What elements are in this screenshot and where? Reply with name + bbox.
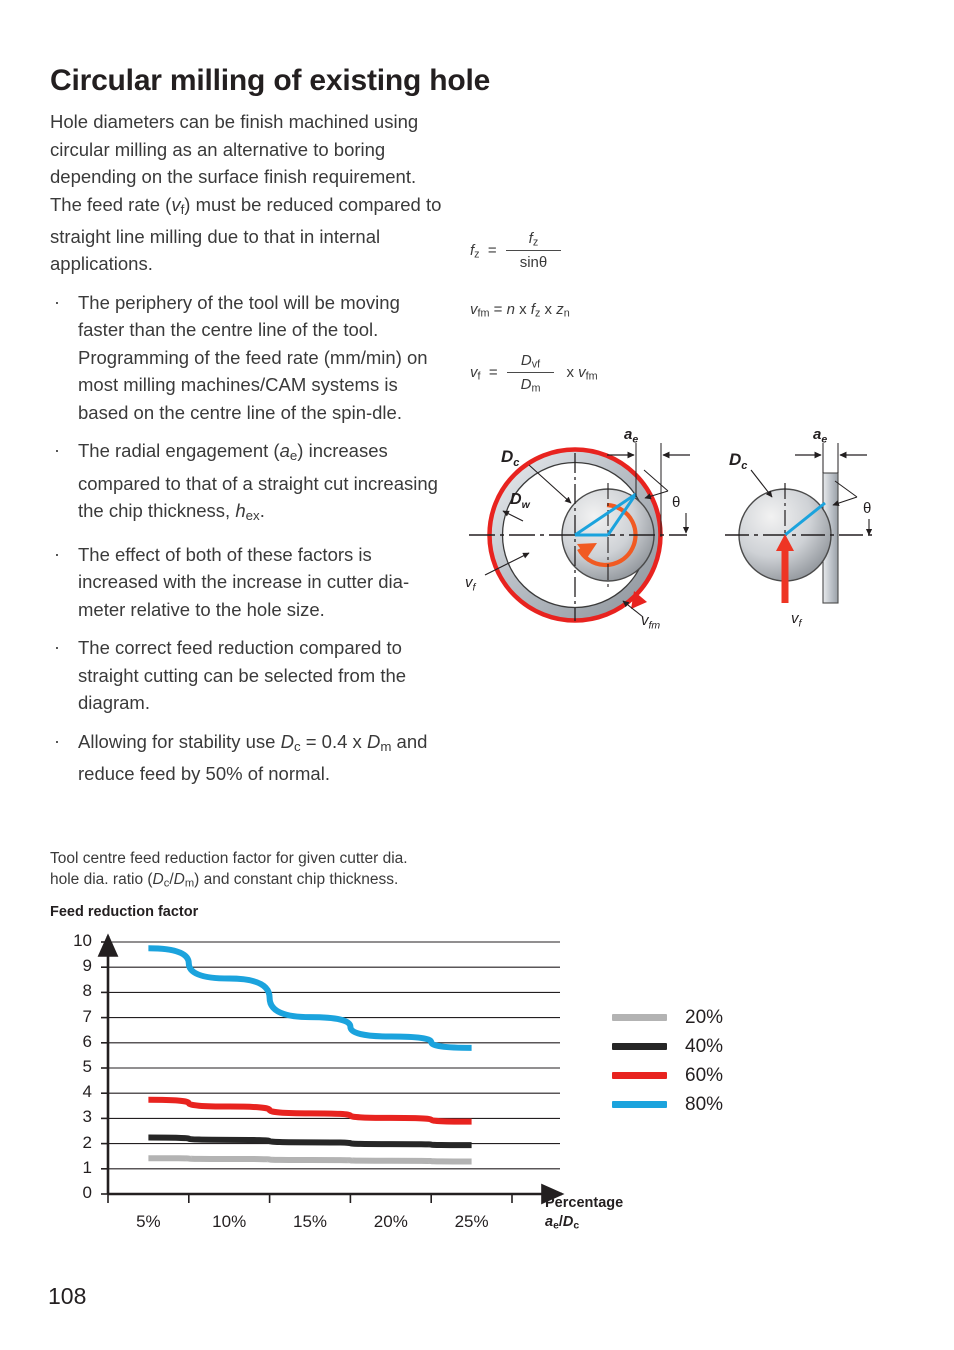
- chart-x-axis-label: [545, 1194, 623, 1235]
- label-theta-left: θ: [672, 494, 681, 511]
- label-vf-left: $v_f$: [465, 574, 476, 594]
- label-vfm-left: $v_{fm}$: [641, 612, 661, 632]
- legend-label: 40%: [685, 1035, 724, 1057]
- bullet-dot: ·: [54, 440, 60, 461]
- chart-caption-line2: hole dia. ratio $(D_c/D_m)$ and constant chip thickness.: [50, 871, 399, 890]
- label-vf-right: $v_f$: [791, 610, 802, 630]
- legend-swatch: [612, 1014, 667, 1021]
- formula-fz: $f_z$ = $\frac{f_z}{\sin\theta}$: [470, 230, 710, 271]
- x-tick-label: 15%: [292, 1212, 328, 1231]
- list-item: · The correct feed reduction compared to straight cutting can be selected from the diagram.: [50, 634, 450, 717]
- bullet-dot: ·: [54, 637, 60, 658]
- x-tick-label: 10%: [212, 1212, 247, 1231]
- legend-swatch: [612, 1043, 667, 1050]
- chart-y-axis-title: Feed reduction factor: [50, 904, 199, 920]
- x-tick-label: 5%: [136, 1212, 161, 1231]
- x-axis-label-line2: $a_e/D_c$: [545, 1214, 580, 1232]
- y-tick-label: 7: [82, 1006, 92, 1026]
- x-tick-label: 20%: [373, 1212, 408, 1231]
- chart-series-lines: [148, 948, 471, 1161]
- body-text-column: [50, 108, 450, 788]
- legend-swatch: [612, 1072, 667, 1079]
- legend-label: 60%: [685, 1064, 724, 1086]
- chart-caption: [50, 848, 470, 894]
- y-tick-label: 9: [82, 956, 92, 976]
- y-tick-label: 4: [82, 1082, 92, 1102]
- label-ae-right: $a_e$: [813, 426, 828, 446]
- y-tick-label: 1: [82, 1157, 92, 1177]
- formula-vf: $v_f$ = $\frac{D_{vf}}{D_m}$ x $v_{fm}$: [470, 351, 598, 395]
- legend-swatch: [612, 1101, 667, 1108]
- list-item: · The radial engagement $(a_e)$ increases compared to that of a straight cut increasing the chip thickness, $h_{ex}$.: [50, 437, 450, 529]
- legend-label: 80%: [685, 1093, 724, 1115]
- bullet-dot: ·: [54, 730, 60, 751]
- legend-item: [612, 1090, 723, 1119]
- label-ae-left: $a_e$: [624, 426, 639, 446]
- label-dc-left: $D_c$: [501, 447, 520, 469]
- y-tick-label: 5: [82, 1057, 92, 1076]
- label-theta-right: θ: [863, 500, 872, 517]
- intro-paragraph: Hole diameters can be finish machined using circular milling as an alternative to boring depending on the surface finish requirement. The feed rate $(v_f)$ must be reduced compared to straight line milling due to that in internal applications.: [50, 111, 442, 275]
- legend-item: [612, 1061, 723, 1090]
- milling-diagram-svg: [455, 425, 925, 670]
- chart-x-tickmarks: [108, 1194, 512, 1203]
- page-title: Circular milling of existing hole: [50, 64, 491, 98]
- chart-legend: [612, 1003, 723, 1119]
- chart-line-20pct: [148, 1158, 471, 1161]
- y-tick-label: 6: [82, 1031, 92, 1051]
- chart-line-80pct: [148, 948, 471, 1048]
- technical-diagrams: [455, 425, 925, 670]
- label-dc-right: $D_c$: [729, 450, 748, 472]
- y-tick-label: 10: [73, 931, 92, 950]
- x-axis-label-line1: Percentage: [545, 1195, 624, 1211]
- y-tick-label: 3: [82, 1107, 92, 1127]
- page-number: 108: [48, 1283, 87, 1309]
- legend-label: 20%: [685, 1006, 724, 1028]
- x-tick-label: 25%: [454, 1212, 489, 1231]
- legend-item: [612, 1003, 723, 1032]
- bullet-list: [50, 289, 450, 788]
- diagram-left: [465, 426, 690, 632]
- y-tick-label: 8: [82, 981, 92, 1001]
- diagram-right: [725, 426, 877, 630]
- bullet-dot: ·: [54, 543, 60, 564]
- formula-vfm: $v_{fm} = n$ x $f_z$ x $z_n$: [470, 301, 570, 320]
- label-dw-left: $D_w$: [510, 491, 530, 511]
- bullet-dot: ·: [54, 291, 60, 312]
- chart-caption-line1: Tool centre feed reduction factor for given cutter dia.: [50, 850, 408, 867]
- y-tick-label: 2: [82, 1132, 92, 1152]
- formula-block: [470, 230, 710, 421]
- list-item: · The periphery of the tool will be moving faster than the centre line of the tool. Programming of the feed rate (mm/min) on most milling machines/CAM systems is based on the centre line of the spin​-dle.: [50, 289, 450, 427]
- y-tick-label: 0: [82, 1183, 92, 1202]
- legend-item: [612, 1032, 723, 1061]
- list-item: · Allowing for stability use $D_c = 0.4$ x $D_m$ and reduce feed by 50% of normal.: [50, 728, 450, 788]
- list-item: · The effect of both of these factors is increased with the increase in cutter dia- meter relative to the hole size.: [50, 541, 450, 624]
